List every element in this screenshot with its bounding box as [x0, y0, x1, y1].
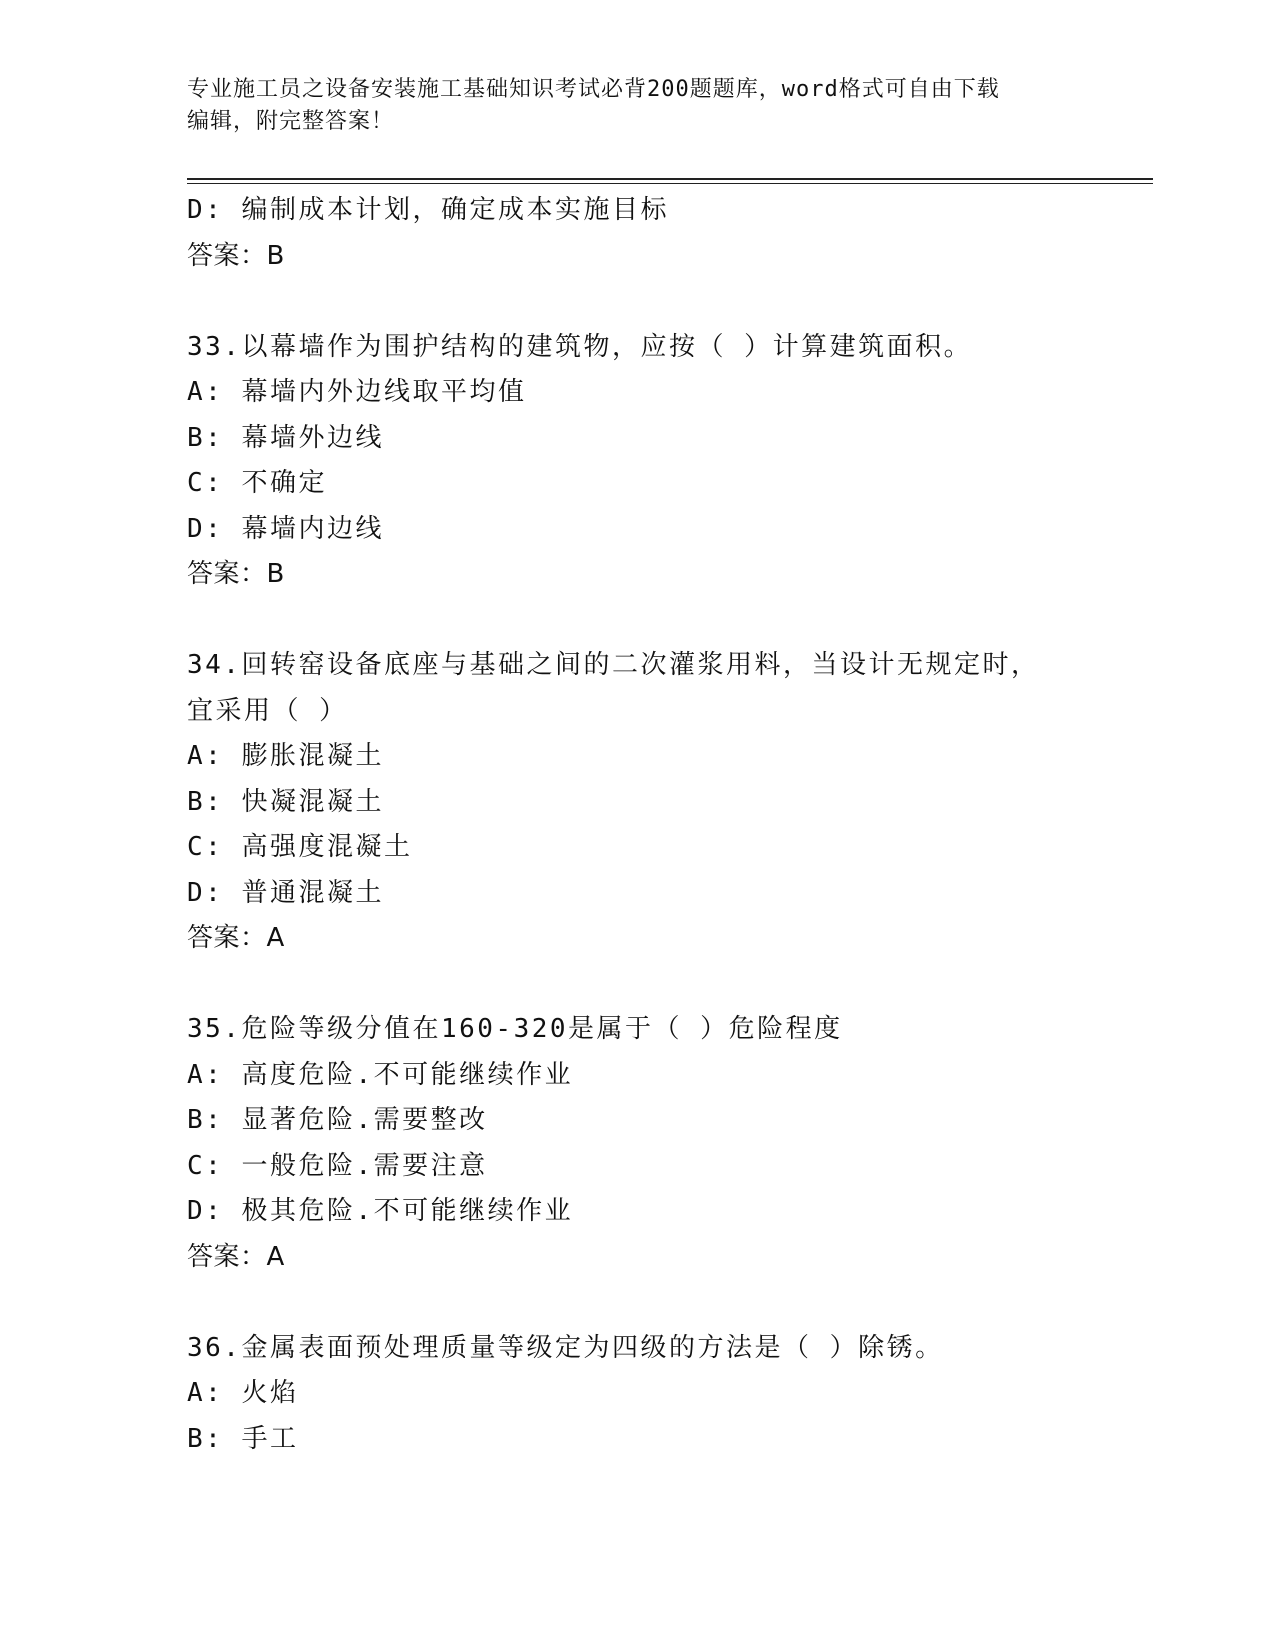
answer-label: 答案：A	[187, 923, 285, 953]
document-header	[187, 74, 1087, 138]
header-divider-thick	[187, 178, 1153, 180]
option-a: A: 火焰	[187, 1378, 299, 1408]
header-divider-thin	[187, 183, 1153, 184]
option-b: B: 手工	[187, 1423, 299, 1454]
option-d: D: 普通混凝土	[187, 877, 384, 908]
option-b: B: 显著危险.需要整改	[187, 1105, 488, 1135]
spacer	[187, 1280, 1107, 1326]
question-block-36	[187, 1326, 1107, 1463]
option-b: B: 幕墙外边线	[187, 422, 384, 453]
question-block-35	[187, 1007, 1107, 1280]
option-a: A: 幕墙内外边线取平均值	[187, 377, 527, 407]
question-text: 36.金属表面预处理质量等级定为四级的方法是（ ）除锈。	[187, 1332, 944, 1363]
option-d: D: 极其危险.不可能继续作业	[187, 1196, 574, 1226]
option-d: D: 幕墙内边线	[187, 513, 384, 544]
spacer	[187, 598, 1107, 644]
option-c: C: 高强度混凝土	[187, 832, 413, 862]
option-c: C: 一般危险.需要注意	[187, 1150, 488, 1181]
header-line-1: 专业施工员之设备安装施工基础知识考试必背200题题库，word格式可自由下载	[187, 77, 1000, 102]
spacer	[187, 279, 1107, 325]
question-list	[187, 188, 1107, 1462]
spacer	[187, 962, 1107, 1008]
option-b: B: 快凝混凝土	[187, 786, 384, 817]
option-a: A: 膨胀混凝土	[187, 741, 384, 771]
header-line-2: 编辑，附完整答案！	[187, 109, 395, 134]
question-text: 34.回转窑设备底座与基础之间的二次灌浆用料，当设计无规定时，宜采用（ ）	[187, 650, 1040, 726]
question-block-32	[187, 188, 1107, 279]
question-text: 33.以幕墙作为围护结构的建筑物，应按（ ）计算建筑面积。	[187, 331, 973, 362]
answer-label: 答案：B	[187, 240, 285, 271]
option-d: D: 编制成本计划，确定成本实施目标	[187, 195, 669, 225]
question-text: 35.危险等级分值在160-320是属于（ ）危险程度	[187, 1014, 843, 1044]
answer-label: 答案：B	[187, 559, 285, 589]
option-c: C: 不确定	[187, 468, 327, 498]
question-block-34	[187, 643, 1107, 962]
question-block-33	[187, 325, 1107, 598]
option-a: A: 高度危险.不可能继续作业	[187, 1059, 574, 1090]
answer-label: 答案：A	[187, 1241, 285, 1272]
